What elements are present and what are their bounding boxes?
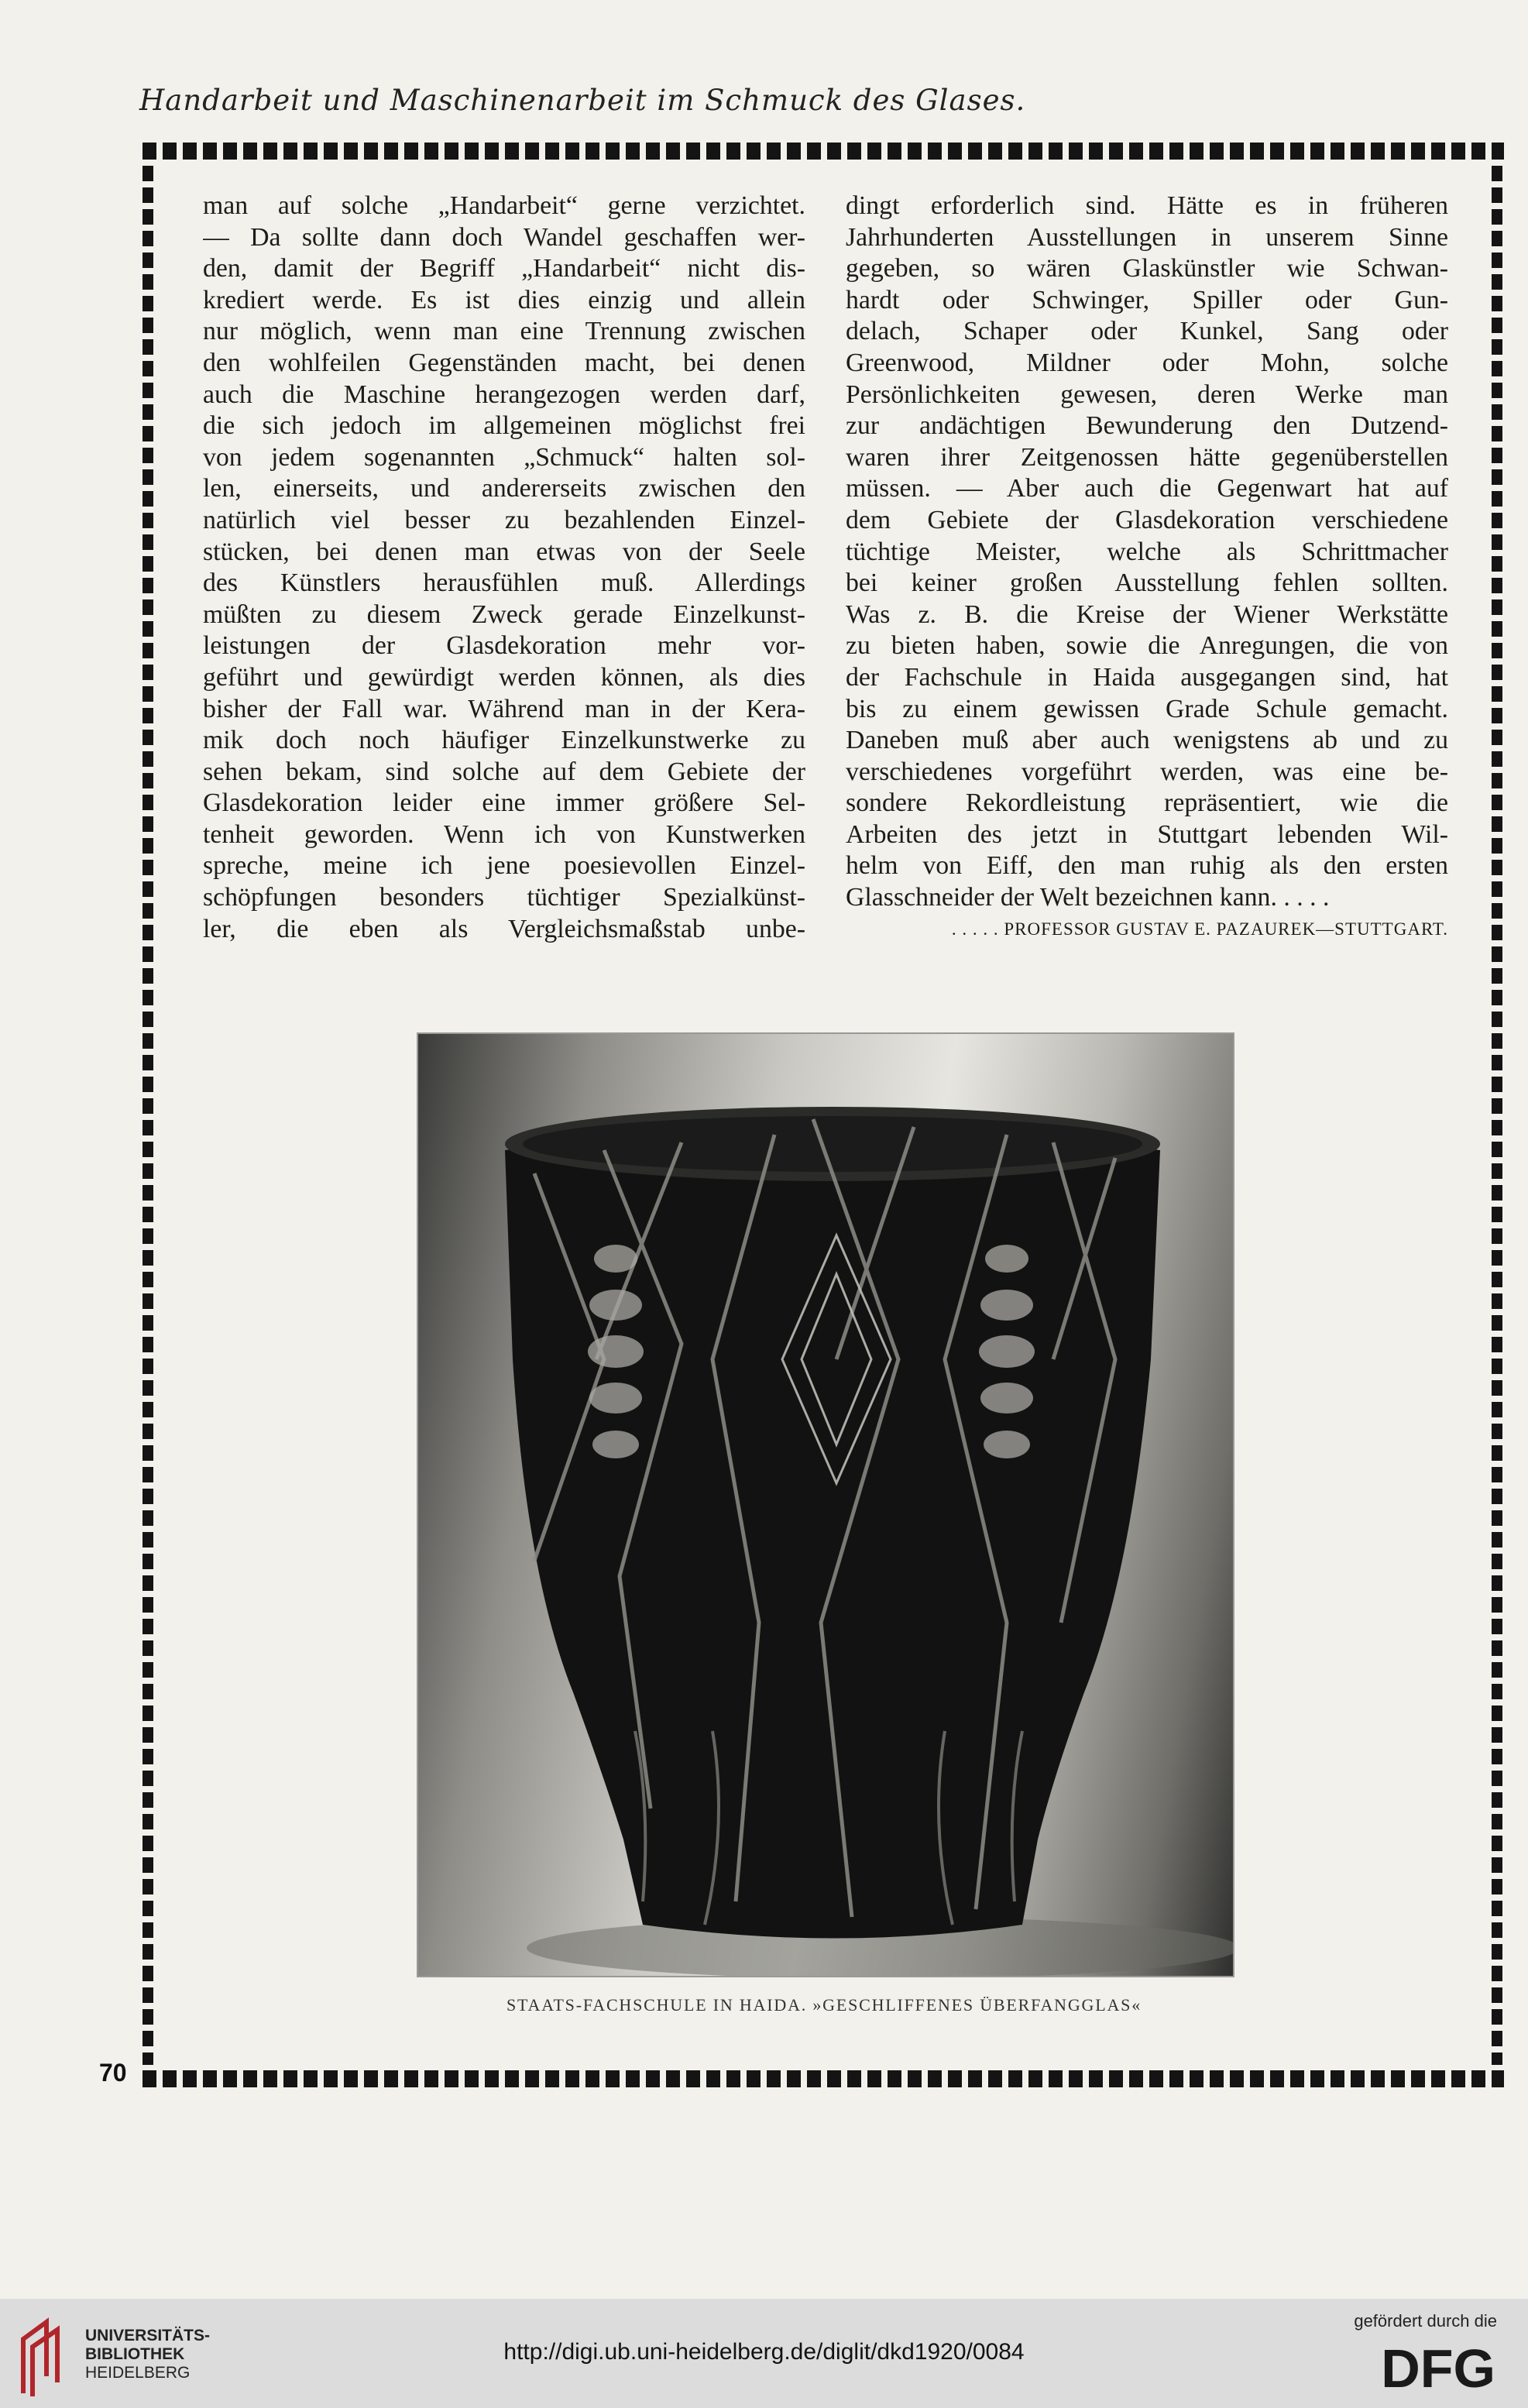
library-name-line1: UNIVERSITÄTS- <box>85 2327 211 2344</box>
text-line: nur möglich, wenn man eine Trennung zwischen <box>203 317 805 346</box>
text-line: die sich jedoch im allgemeinen möglichst frei <box>203 411 805 441</box>
text-line: helm von Eiff, den man ruhig als den ersten <box>846 851 1448 881</box>
text-line: schöpfungen besonders tüchtiger Spezialkünst- <box>203 883 805 912</box>
text-line: bisher der Fall war. Während man in der Kera- <box>203 694 805 723</box>
text-line: Arbeiten des jetzt in Stuttgart lebenden Wil- <box>846 819 1448 849</box>
text-line: leistungen der Glasdekoration mehr vor- <box>203 631 805 661</box>
source-url-link[interactable]: http://digi.ub.uni-heidelberg.de/diglit/dkd1920/0084 <box>503 2339 1025 2365</box>
footer-bar <box>0 2299 1528 2408</box>
dfg-logo <box>1358 2339 1497 2393</box>
text-line: sondere Rekordleistung repräsentiert, wie die <box>846 788 1448 818</box>
text-line: tenheit geworden. Wenn ich von Kunstwerken <box>203 819 805 849</box>
figure-caption: STAATS-FACHSCHULE IN HAIDA. »GESCHLIFFENES ÜBERFANGGLAS« <box>506 1995 1142 2015</box>
text-line: der Fachschule in Haida ausgegangen sind, hat <box>846 662 1448 692</box>
library-name-line3: HEIDELBERG <box>85 2364 191 2382</box>
text-line: waren ihrer Zeitgenossen hätte gegenüberstellen <box>846 442 1448 472</box>
ornamental-border-left <box>142 166 153 2065</box>
text-line: Greenwood, Mildner oder Mohn, solche <box>846 348 1448 377</box>
text-line: mik doch noch häufiger Einzelkunstwerke zu <box>203 726 805 755</box>
library-name-line2: BIBLIOTHEK <box>85 2345 185 2363</box>
text-line: Glasdekoration leider eine immer größere Sel- <box>203 788 805 818</box>
text-line: sehen bekam, sind solche auf dem Gebiete der <box>203 757 805 786</box>
text-line: ler, die eben als Vergleichsmaßstab unbe- <box>203 914 805 943</box>
text-line: den wohlfeilen Gegenständen macht, bei denen <box>203 348 805 377</box>
cut-glass-vase-illustration <box>418 1034 1233 1976</box>
running-title: Handarbeit und Maschinenarbeit im Schmuck des Glases. <box>139 84 1026 117</box>
ornamental-border-bottom <box>142 2070 1504 2087</box>
text-line: auch die Maschine herangezogen werden darf, <box>203 380 805 409</box>
text-line: hardt oder Schwinger, Spiller oder Gun- <box>846 285 1448 314</box>
text-line: den, damit der Begriff „Handarbeit“ nicht dis- <box>203 254 805 283</box>
text-line: Daneben muß aber auch wenigstens ab und zu <box>846 726 1448 755</box>
text-line: spreche, meine ich jene poesievollen Einzel- <box>203 851 805 881</box>
text-line: verschiedenes vorgeführt werden, was eine be- <box>846 757 1448 786</box>
text-line: des Künstlers herausfühlen muß. Allerdings <box>203 569 805 598</box>
text-line: müssen. — Aber auch die Gegenwart hat auf <box>846 474 1448 503</box>
text-line: geführt und gewürdigt werden können, als dies <box>203 662 805 692</box>
funding-label: gefördert durch die <box>1354 2311 1497 2331</box>
text-line: Persönlichkeiten gewesen, deren Werke man <box>846 380 1448 409</box>
text-line: bis zu einem gewissen Grade Schule gemacht. <box>846 694 1448 723</box>
page-number: 70 <box>99 2059 127 2087</box>
ornamental-border-top <box>142 143 1504 160</box>
text-line: tüchtige Meister, welche als Schrittmacher <box>846 537 1448 566</box>
text-line: stücken, bei denen man etwas von der Seele <box>203 537 805 566</box>
ornamental-border-right <box>1492 166 1502 2065</box>
article-column-left <box>203 191 805 945</box>
glass-vase-photograph <box>417 1032 1234 1977</box>
text-line: krediert werde. Es ist dies einzig und allein <box>203 285 805 314</box>
article-column-right <box>846 191 1448 945</box>
text-line: Glasschneider der Welt bezeichnen kann. . . . . <box>846 883 1330 912</box>
text-line: müßten zu diesem Zweck gerade Einzelkunst- <box>203 599 805 629</box>
text-line: Was z. B. die Kreise der Wiener Werkstätte <box>846 599 1448 629</box>
author-signature: . . . . . PROFESSOR GUSTAV E. PAZAUREK—STUTTGART. <box>951 919 1448 939</box>
text-line: man auf solche „Handarbeit“ gerne verzichtet. <box>203 191 805 220</box>
text-line: bei keiner großen Ausstellung fehlen sollten. <box>846 569 1448 598</box>
text-line: len, einerseits, und andererseits zwischen den <box>203 474 805 503</box>
text-line: — Da sollte dann doch Wandel geschaffen wer- <box>203 222 805 252</box>
text-line: delach, Schaper oder Kunkel, Sang oder <box>846 317 1448 346</box>
text-line: zur andächtigen Bewunderung den Dutzend- <box>846 411 1448 441</box>
text-line: dingt erforderlich sind. Hätte es in früheren <box>846 191 1448 220</box>
dfg-logo-text: DFG <box>1381 2339 1495 2393</box>
text-line: Jahrhunderten Ausstellungen in unserem Sinne <box>846 222 1448 252</box>
text-line: natürlich viel besser zu bezahlenden Einzel- <box>203 505 805 534</box>
text-line: dem Gebiete der Glasdekoration verschiedene <box>846 505 1448 534</box>
text-line: zu bieten haben, sowie die Anregungen, die von <box>846 631 1448 661</box>
text-line: gegeben, so wären Glaskünstler wie Schwan- <box>846 254 1448 283</box>
text-line: von jedem sogenannten „Schmuck“ halten sol- <box>203 442 805 472</box>
